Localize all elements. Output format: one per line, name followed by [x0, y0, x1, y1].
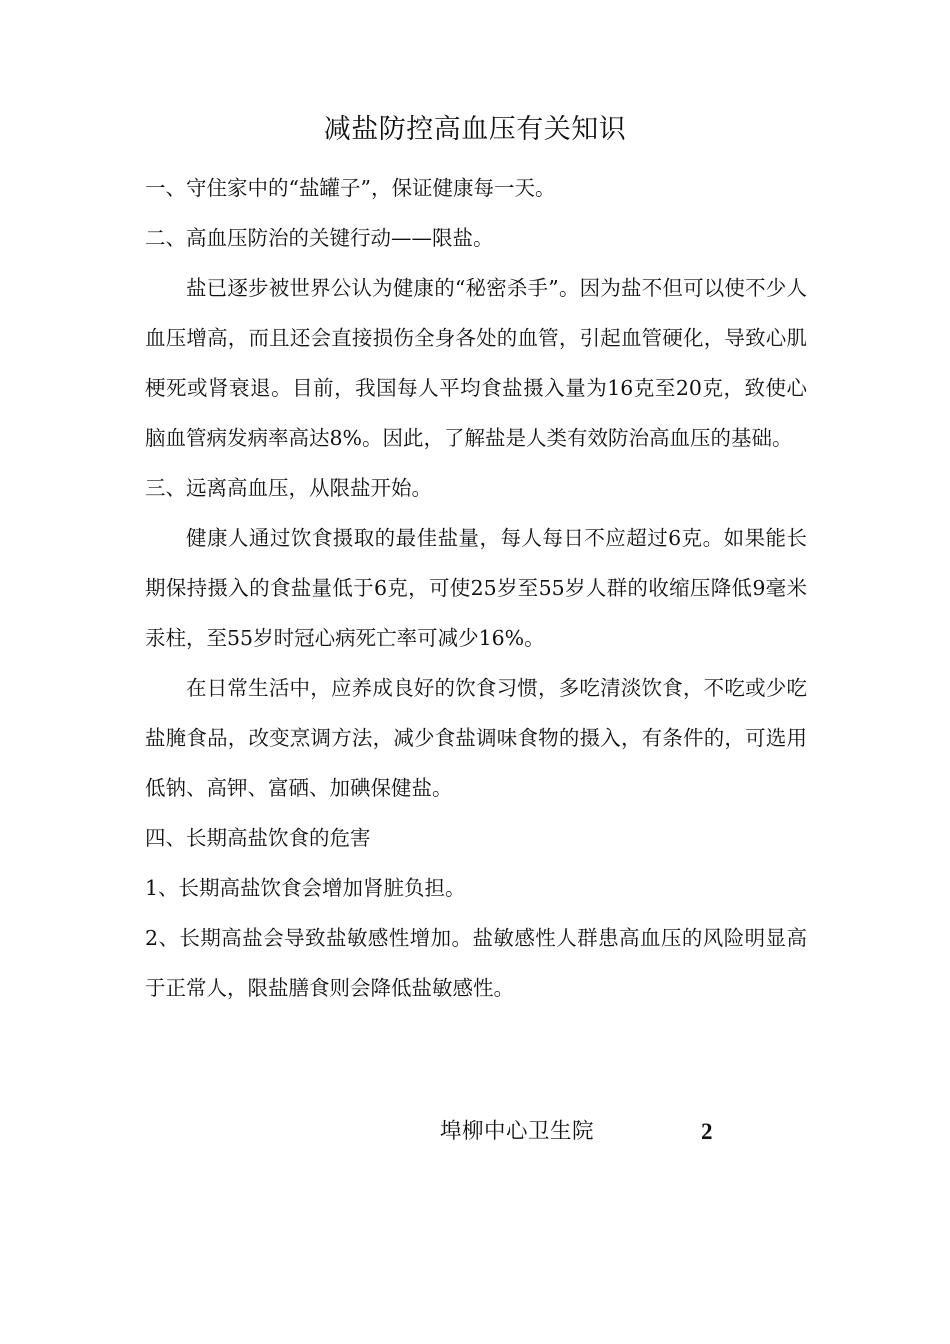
document-body [145, 163, 807, 1013]
section-heading-4: 四、长期高盐饮食的危害 [145, 826, 371, 850]
page-number: 2 [701, 1119, 713, 1144]
harm-item-1: 1、长期高盐饮食会增加肾脏负担。 [145, 876, 466, 900]
body-paragraph-daily-habits: 在日常生活中，应养成良好的饮食习惯，多吃清淡饮食，不吃或少吃盐腌食品，改变烹调方法，减少食盐调味食物的摄入，有条件的，可选用低钠、高钾、富硒、加碘保健盐。 [145, 676, 807, 800]
section-heading-2: 二、高血压防治的关键行动——限盐。 [145, 226, 494, 250]
section-heading-1: 一、守住家中的“盐罐子”，保证健康每一天。 [145, 176, 556, 200]
harm-item-2: 2、长期高盐会导致盐敏感性增加。盐敏感性人群患高血压的风险明显高于正常人，限盐膳食则会降低盐敏感性。 [145, 926, 807, 1000]
footer-organization: 埠柳中心卫生院 [440, 1119, 595, 1144]
body-paragraph-salt-killer: 盐已逐步被世界公认为健康的“秘密杀手”。因为盐不但可以使不少人血压增高，而且还会直接损伤全身各处的血管，引起血管硬化，导致心肌梗死或肾衰退。目前，我国每人平均食盐摄入量为16克至20克，致使心脑血管病发病率高达8%。因此，了解盐是人类有效防治高血压的基础。 [145, 276, 807, 450]
document-title: 减盐防控高血压有关知识 [323, 114, 627, 145]
body-paragraph-optimal-salt: 健康人通过饮食摄取的最佳盐量，每人每日不应超过6克。如果能长期保持摄入的食盐量低于6克，可使25岁至55岁人群的收缩压降低9毫米汞柱，至55岁时冠心病死亡率可减少16%。 [145, 526, 807, 650]
section-heading-3: 三、远离高血压，从限盐开始。 [145, 476, 432, 500]
